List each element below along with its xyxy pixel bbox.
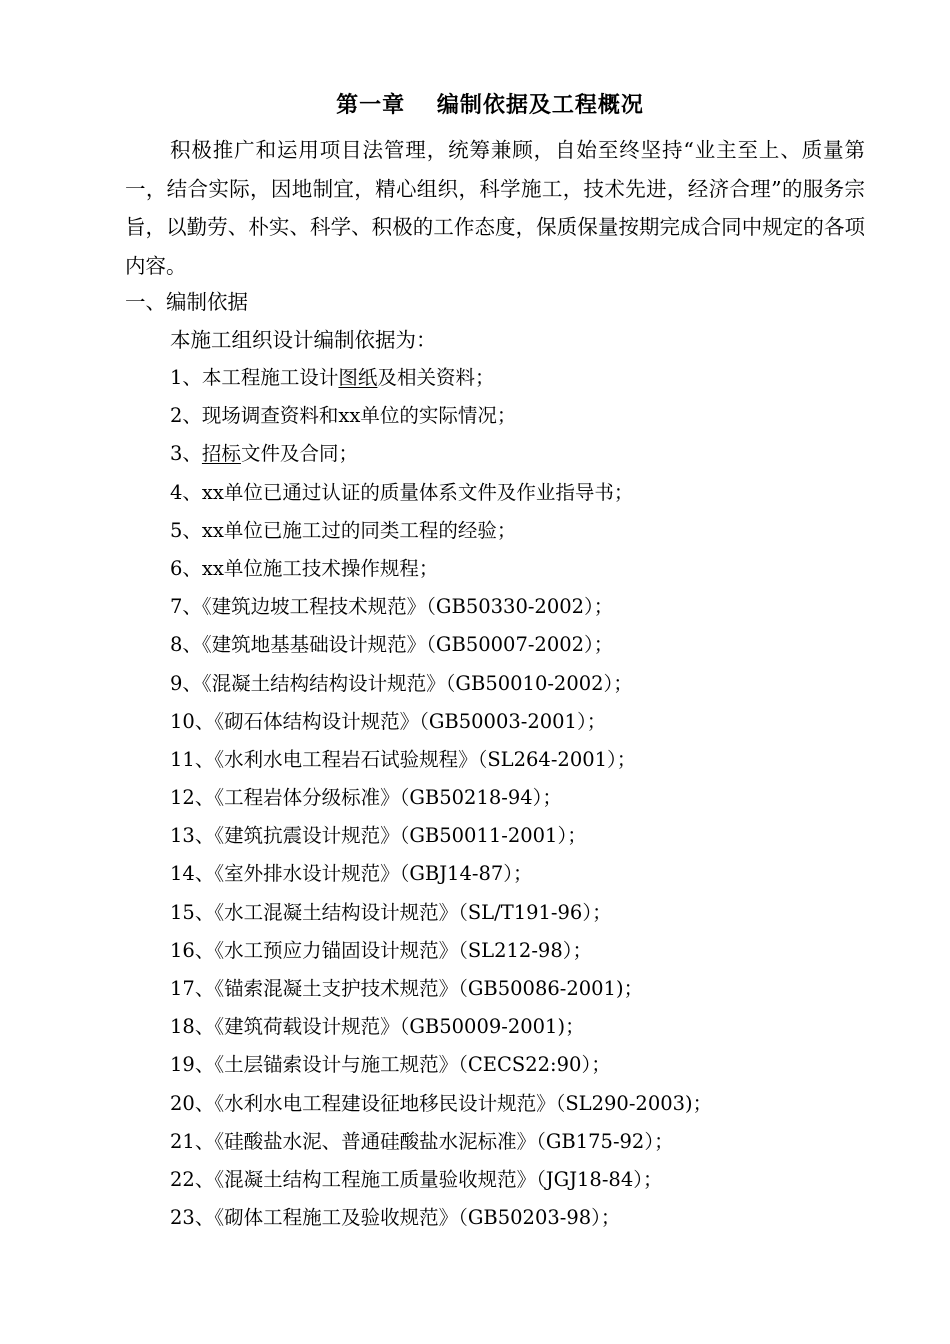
basis-item xyxy=(170,1161,712,1199)
basis-item xyxy=(170,512,712,550)
basis-item xyxy=(170,435,712,473)
basis-item-text: 1、本工程施工设计 xyxy=(170,366,339,389)
basis-item xyxy=(170,397,712,435)
intro-paragraph: 积极推广和运用项目法管理，统筹兼顾，自始至终坚持“业主至上、质量第一，结合实际，因地制宜，精心组织，科学施工，技术先进，经济合理”的服务宗旨，以勤劳、朴实、科学、积极的工作态度，保质保量按期完成合同中规定的各项内容。 xyxy=(125,138,865,278)
basis-item xyxy=(170,1123,712,1161)
basis-item xyxy=(170,588,712,626)
basis-item-text: 23、《砌体工程施工及验收规范》（GB50203-98）； xyxy=(170,1206,621,1230)
basis-item xyxy=(170,817,712,855)
basis-item xyxy=(170,1008,712,1046)
basis-item-text: 11、《水利水电工程岩石试验规程》（SL264-2001）； xyxy=(170,747,637,771)
basis-item xyxy=(170,779,712,817)
basis-item-underlined-text: 招标 xyxy=(201,442,241,466)
basis-item-text: 6、xx单位施工技术操作规程； xyxy=(170,556,439,580)
basis-item-text-tail: 及相关资料； xyxy=(377,366,495,389)
basis-item-text: 20、《水利水电工程建设征地移民设计规范》（SL290-2003)； xyxy=(170,1091,713,1115)
basis-item xyxy=(170,703,712,741)
basis-item xyxy=(170,970,712,1008)
basis-item-text: 18、《建筑荷载设计规范》（GB50009-2001)； xyxy=(170,1015,585,1039)
basis-lead-text: 本施工组织设计编制依据为： xyxy=(170,328,437,352)
basis-item-text: 2、现场调查资料和xx单位的实际情况； xyxy=(170,404,517,428)
basis-item-text: 13、《建筑抗震设计规范》（GB50011-2001）； xyxy=(170,824,587,848)
basis-item xyxy=(170,1085,712,1123)
basis-item xyxy=(170,741,712,779)
basis-item xyxy=(170,626,712,664)
basis-item xyxy=(170,894,712,932)
basis-item-text: 9、《混凝土结构结构设计规范》（GB50010-2002）； xyxy=(170,671,633,695)
basis-item-underlined-text: 图纸 xyxy=(338,366,378,389)
basis-item-text: 8、《建筑地基基础设计规范》（GB50007-2002）； xyxy=(170,633,614,657)
basis-item-text: 19、《土层锚索设计与施工规范》（CECS22:90）； xyxy=(170,1053,611,1077)
basis-item xyxy=(170,665,712,703)
section-heading: 一、编制依据 xyxy=(125,290,248,314)
basis-item-text: 10、《砌石体结构设计规范》（GB50003-2001）； xyxy=(170,709,607,733)
basis-item xyxy=(170,932,712,970)
basis-item-text: 14、《室外排水设计规范》（GBJ14-87）； xyxy=(170,862,533,886)
basis-item xyxy=(170,474,712,512)
basis-item-text-tail: 文件及合同； xyxy=(240,442,358,466)
basis-item xyxy=(170,359,712,397)
basis-item-text: 4、xx单位已通过认证的质量体系文件及作业指导书； xyxy=(170,480,634,504)
basis-item-text: 7、《建筑边坡工程技术规范》（GB50330-2002）； xyxy=(170,595,614,619)
basis-item xyxy=(170,855,712,893)
basis-item-text: 17、《锚索混凝土支护技术规范》（GB50086-2001)； xyxy=(170,977,644,1000)
basis-item-text: 15、《水工混凝土结构设计规范》（SL/T191-96）； xyxy=(170,900,612,924)
basis-item-text: 21、《硅酸盐水泥、普通硅酸盐水泥标准》（GB175-92）； xyxy=(170,1129,674,1153)
basis-item-text: 16、《水工预应力锚固设计规范》（SL212-98）； xyxy=(170,938,592,962)
basis-item-text: 5、xx单位已施工过的同类工程的经验； xyxy=(170,518,517,542)
basis-item xyxy=(170,550,712,588)
chapter-title: 第一章 编制依据及工程概况 xyxy=(336,92,644,118)
basis-item xyxy=(170,1046,712,1084)
basis-list xyxy=(170,359,712,1237)
basis-item-text: 3、 xyxy=(170,442,202,466)
basis-item-text: 22、《混凝土结构工程施工质量验收规范》（JGJ18-84）； xyxy=(170,1167,663,1191)
basis-item xyxy=(170,1199,712,1237)
basis-item-text: 12、《工程岩体分级标准》（GB50218-94）； xyxy=(170,786,562,810)
